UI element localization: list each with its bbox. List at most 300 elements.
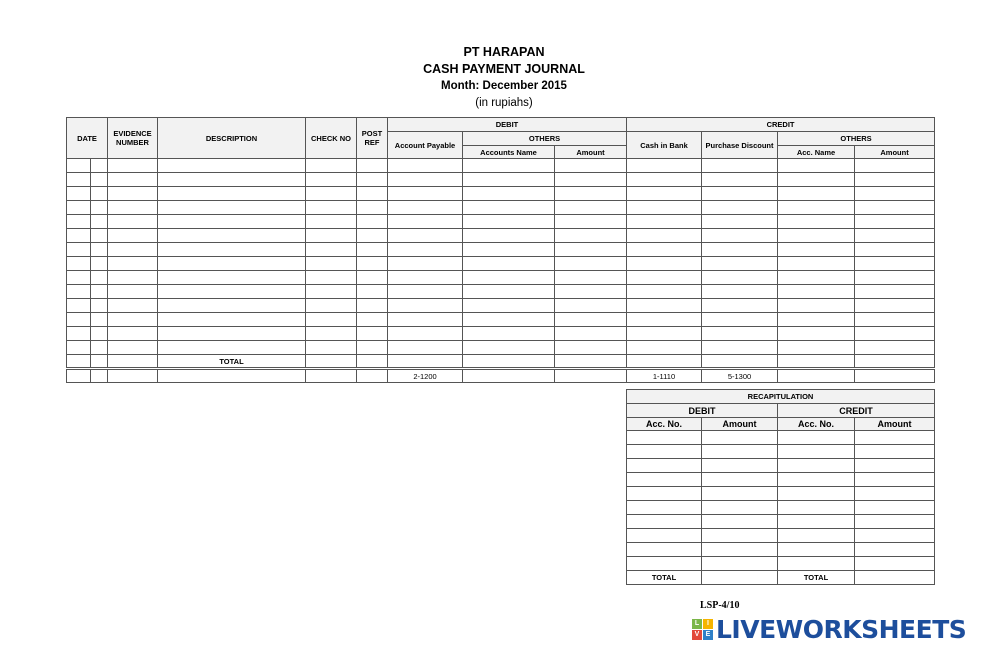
entry-account-payable[interactable] <box>388 285 463 299</box>
total-purchase-discount[interactable] <box>702 355 778 369</box>
entry-acc-name[interactable] <box>778 299 855 313</box>
journal-entry-row <box>67 257 935 271</box>
recap-debit-acc-no[interactable] <box>627 543 702 557</box>
recap-debit-acc-no[interactable] <box>627 445 702 459</box>
entry-evidence-number[interactable] <box>108 271 158 285</box>
entry-account-payable[interactable] <box>388 271 463 285</box>
ref-account-payable: 2-1200 <box>388 369 463 383</box>
entry-debit-amount[interactable] <box>555 327 627 341</box>
entry-acc-name[interactable] <box>778 313 855 327</box>
entry-acc-name[interactable] <box>778 159 855 173</box>
entry-date-month[interactable] <box>67 173 91 187</box>
recap-credit-amount[interactable] <box>855 473 935 487</box>
purchase-discount-header: Purchase Discount <box>702 132 778 159</box>
entry-account-payable[interactable] <box>388 229 463 243</box>
entry-debit-amount[interactable] <box>555 285 627 299</box>
entry-description[interactable] <box>158 327 306 341</box>
recap-debit-amount[interactable] <box>702 501 778 515</box>
entry-description[interactable] <box>158 201 306 215</box>
description-header: DESCRIPTION <box>158 118 306 159</box>
entry-credit-amount[interactable] <box>855 187 935 201</box>
entry-date-day[interactable] <box>91 159 108 173</box>
entry-accounts-name[interactable] <box>463 159 555 173</box>
recap-debit-acc-no[interactable] <box>627 529 702 543</box>
credit-header: CREDIT <box>627 118 935 132</box>
entry-credit-amount[interactable] <box>855 257 935 271</box>
entry-cash-in-bank[interactable] <box>627 159 702 173</box>
entry-post-ref[interactable] <box>357 327 388 341</box>
recap-debit-acc-no[interactable] <box>627 431 702 445</box>
entry-evidence-number[interactable] <box>108 299 158 313</box>
entry-date-day[interactable] <box>91 215 108 229</box>
account-payable-header: Account Payable <box>388 132 463 159</box>
entry-date-day[interactable] <box>91 243 108 257</box>
entry-accounts-name[interactable] <box>463 201 555 215</box>
entry-debit-amount[interactable] <box>555 341 627 355</box>
recap-debit-amount[interactable] <box>702 473 778 487</box>
ref-cell <box>463 369 555 383</box>
entry-purchase-discount[interactable] <box>702 201 778 215</box>
entry-description[interactable] <box>158 159 306 173</box>
entry-evidence-number[interactable] <box>108 243 158 257</box>
recap-row <box>627 501 935 515</box>
entry-post-ref[interactable] <box>357 299 388 313</box>
entry-date-day[interactable] <box>91 229 108 243</box>
entry-description[interactable] <box>158 299 306 313</box>
logo-letter-l: L <box>692 619 702 629</box>
ref-cell <box>778 369 855 383</box>
entry-purchase-discount[interactable] <box>702 341 778 355</box>
entry-description[interactable] <box>158 173 306 187</box>
entry-purchase-discount[interactable] <box>702 285 778 299</box>
entry-post-ref[interactable] <box>357 313 388 327</box>
entry-check-no[interactable] <box>306 313 357 327</box>
entry-cash-in-bank[interactable] <box>627 271 702 285</box>
logo-grid-icon <box>692 619 713 640</box>
recap-row <box>627 445 935 459</box>
entry-date-month[interactable] <box>67 341 91 355</box>
entry-purchase-discount[interactable] <box>702 313 778 327</box>
total-cash-in-bank[interactable] <box>627 355 702 369</box>
journal-entry-row <box>67 299 935 313</box>
entry-purchase-discount[interactable] <box>702 299 778 313</box>
entry-credit-amount[interactable] <box>855 173 935 187</box>
entry-date-day[interactable] <box>91 271 108 285</box>
entry-evidence-number[interactable] <box>108 187 158 201</box>
total-account-payable[interactable] <box>388 355 463 369</box>
journal-entry-row <box>67 243 935 257</box>
entry-cash-in-bank[interactable] <box>627 257 702 271</box>
entry-cash-in-bank[interactable] <box>627 285 702 299</box>
recap-credit-acc-no[interactable] <box>778 529 855 543</box>
entry-post-ref[interactable] <box>357 159 388 173</box>
entry-account-payable[interactable] <box>388 173 463 187</box>
entry-date-day[interactable] <box>91 257 108 271</box>
entry-post-ref[interactable] <box>357 201 388 215</box>
entry-debit-amount[interactable] <box>555 159 627 173</box>
entry-acc-name[interactable] <box>778 215 855 229</box>
recap-credit-amount[interactable] <box>855 557 935 571</box>
entry-post-ref[interactable] <box>357 257 388 271</box>
journal-entry-row <box>67 327 935 341</box>
entry-purchase-discount[interactable] <box>702 257 778 271</box>
entry-credit-amount[interactable] <box>855 285 935 299</box>
entry-account-payable[interactable] <box>388 201 463 215</box>
entry-debit-amount[interactable] <box>555 229 627 243</box>
entry-account-payable[interactable] <box>388 327 463 341</box>
recap-row <box>627 431 935 445</box>
entry-acc-name[interactable] <box>778 201 855 215</box>
recap-credit-acc-no[interactable] <box>778 557 855 571</box>
entry-credit-amount[interactable] <box>855 299 935 313</box>
recap-debit-acc-no-header: Acc. No. <box>627 418 702 431</box>
entry-account-payable[interactable] <box>388 215 463 229</box>
entry-acc-name[interactable] <box>778 257 855 271</box>
entry-description[interactable] <box>158 285 306 299</box>
journal-entry-row <box>67 341 935 355</box>
recap-credit-total-amount[interactable] <box>855 571 935 585</box>
entry-post-ref[interactable] <box>357 243 388 257</box>
recap-debit-acc-no[interactable] <box>627 557 702 571</box>
journal-entry-row <box>67 187 935 201</box>
recap-credit-amount[interactable] <box>855 459 935 473</box>
entry-accounts-name[interactable] <box>463 285 555 299</box>
recap-debit-header: DEBIT <box>627 404 778 418</box>
ref-cell <box>91 369 108 383</box>
entry-description[interactable] <box>158 257 306 271</box>
entry-cash-in-bank[interactable] <box>627 327 702 341</box>
entry-date-month[interactable] <box>67 257 91 271</box>
recap-credit-acc-no[interactable] <box>778 431 855 445</box>
entry-date-month[interactable] <box>67 201 91 215</box>
cash-in-bank-header: Cash in Bank <box>627 132 702 159</box>
entry-description[interactable] <box>158 187 306 201</box>
entry-check-no[interactable] <box>306 299 357 313</box>
entry-debit-amount[interactable] <box>555 313 627 327</box>
recap-credit-amount[interactable] <box>855 445 935 459</box>
ref-cash-in-bank: 1-1110 <box>627 369 702 383</box>
total-cell <box>67 355 91 369</box>
entry-check-no[interactable] <box>306 187 357 201</box>
entry-account-payable[interactable] <box>388 313 463 327</box>
entry-evidence-number[interactable] <box>108 215 158 229</box>
entry-acc-name[interactable] <box>778 285 855 299</box>
entry-date-month[interactable] <box>67 229 91 243</box>
entry-acc-name[interactable] <box>778 243 855 257</box>
entry-date-month[interactable] <box>67 313 91 327</box>
entry-evidence-number[interactable] <box>108 173 158 187</box>
credit-amount-header: Amount <box>855 146 935 159</box>
recap-row <box>627 543 935 557</box>
total-debit-amount[interactable] <box>555 355 627 369</box>
entry-credit-amount[interactable] <box>855 243 935 257</box>
journal-month: Month: December 2015 <box>441 80 567 92</box>
ref-cell <box>108 369 158 383</box>
entry-evidence-number[interactable] <box>108 257 158 271</box>
liveworksheets-logo <box>692 614 966 644</box>
recap-credit-acc-no[interactable] <box>778 445 855 459</box>
entry-description[interactable] <box>158 229 306 243</box>
entry-acc-name[interactable] <box>778 187 855 201</box>
entry-debit-amount[interactable] <box>555 243 627 257</box>
entry-check-no[interactable] <box>306 229 357 243</box>
entry-evidence-number[interactable] <box>108 201 158 215</box>
entry-purchase-discount[interactable] <box>702 229 778 243</box>
entry-date-month[interactable] <box>67 243 91 257</box>
entry-date-day[interactable] <box>91 201 108 215</box>
entry-credit-amount[interactable] <box>855 159 935 173</box>
entry-purchase-discount[interactable] <box>702 243 778 257</box>
recap-credit-amount[interactable] <box>855 501 935 515</box>
currency-note: (in rupiahs) <box>475 97 533 109</box>
entry-evidence-number[interactable] <box>108 159 158 173</box>
entry-evidence-number[interactable] <box>108 285 158 299</box>
recap-debit-amount-header: Amount <box>702 418 778 431</box>
entry-debit-amount[interactable] <box>555 187 627 201</box>
recap-debit-total-amount[interactable] <box>702 571 778 585</box>
entry-check-no[interactable] <box>306 215 357 229</box>
recap-debit-amount[interactable] <box>702 459 778 473</box>
entry-description[interactable] <box>158 243 306 257</box>
entry-accounts-name[interactable] <box>463 257 555 271</box>
recap-credit-acc-no[interactable] <box>778 459 855 473</box>
entry-accounts-name[interactable] <box>463 215 555 229</box>
entry-date-day[interactable] <box>91 313 108 327</box>
ref-cell <box>67 369 91 383</box>
recap-credit-acc-no-header: Acc. No. <box>778 418 855 431</box>
entry-accounts-name[interactable] <box>463 341 555 355</box>
recap-credit-amount[interactable] <box>855 529 935 543</box>
ref-cell <box>158 369 306 383</box>
journal-title: CASH PAYMENT JOURNAL <box>423 62 585 76</box>
entry-acc-name[interactable] <box>778 327 855 341</box>
entry-evidence-number[interactable] <box>108 341 158 355</box>
entry-purchase-discount[interactable] <box>702 327 778 341</box>
entry-credit-amount[interactable] <box>855 201 935 215</box>
entry-credit-amount[interactable] <box>855 341 935 355</box>
entry-check-no[interactable] <box>306 159 357 173</box>
recap-row <box>627 515 935 529</box>
credit-others-header: OTHERS <box>778 132 935 146</box>
evidence-number-header: EVIDENCE NUMBER <box>108 118 158 159</box>
entry-description[interactable] <box>158 313 306 327</box>
entry-check-no[interactable] <box>306 341 357 355</box>
logo-letter-e: E <box>703 630 713 640</box>
journal-entry-row <box>67 313 935 327</box>
recap-credit-amount[interactable] <box>855 487 935 501</box>
entry-account-payable[interactable] <box>388 187 463 201</box>
recap-credit-acc-no[interactable] <box>778 487 855 501</box>
entry-purchase-discount[interactable] <box>702 159 778 173</box>
entry-date-day[interactable] <box>91 173 108 187</box>
recap-row <box>627 487 935 501</box>
entry-credit-amount[interactable] <box>855 229 935 243</box>
total-acc-name[interactable] <box>778 355 855 369</box>
entry-purchase-discount[interactable] <box>702 271 778 285</box>
recap-debit-total-label: TOTAL <box>627 571 702 585</box>
entry-acc-name[interactable] <box>778 229 855 243</box>
entry-post-ref[interactable] <box>357 271 388 285</box>
cash-payment-journal-table <box>66 117 935 383</box>
entry-post-ref[interactable] <box>357 215 388 229</box>
entry-description[interactable] <box>158 341 306 355</box>
entry-description[interactable] <box>158 271 306 285</box>
entry-acc-name[interactable] <box>778 341 855 355</box>
recap-row <box>627 557 935 571</box>
ref-purchase-discount: 5-1300 <box>702 369 778 383</box>
entry-post-ref[interactable] <box>357 229 388 243</box>
entry-credit-amount[interactable] <box>855 327 935 341</box>
recap-debit-acc-no[interactable] <box>627 487 702 501</box>
entry-accounts-name[interactable] <box>463 313 555 327</box>
total-cell <box>306 355 357 369</box>
entry-check-no[interactable] <box>306 327 357 341</box>
entry-date-day[interactable] <box>91 341 108 355</box>
total-cell <box>357 355 388 369</box>
journal-header <box>0 44 999 112</box>
accounts-name-header: Accounts Name <box>463 146 555 159</box>
journal-entry-row <box>67 229 935 243</box>
journal-entry-row <box>67 285 935 299</box>
total-accounts-name[interactable] <box>463 355 555 369</box>
entry-check-no[interactable] <box>306 201 357 215</box>
total-label: TOTAL <box>158 355 306 369</box>
entry-date-month[interactable] <box>67 215 91 229</box>
total-credit-amount[interactable] <box>855 355 935 369</box>
entry-credit-amount[interactable] <box>855 271 935 285</box>
entry-date-month[interactable] <box>67 285 91 299</box>
recap-row <box>627 529 935 543</box>
entry-evidence-number[interactable] <box>108 229 158 243</box>
entry-post-ref[interactable] <box>357 285 388 299</box>
entry-accounts-name[interactable] <box>463 187 555 201</box>
entry-credit-amount[interactable] <box>855 215 935 229</box>
entry-date-day[interactable] <box>91 285 108 299</box>
entry-purchase-discount[interactable] <box>702 173 778 187</box>
entry-check-no[interactable] <box>306 257 357 271</box>
entry-date-day[interactable] <box>91 299 108 313</box>
entry-debit-amount[interactable] <box>555 201 627 215</box>
recap-debit-amount[interactable] <box>702 515 778 529</box>
entry-debit-amount[interactable] <box>555 215 627 229</box>
entry-cash-in-bank[interactable] <box>627 299 702 313</box>
entry-cash-in-bank[interactable] <box>627 215 702 229</box>
entry-cash-in-bank[interactable] <box>627 341 702 355</box>
journal-entry-row <box>67 201 935 215</box>
recap-debit-acc-no[interactable] <box>627 473 702 487</box>
total-cell <box>91 355 108 369</box>
entry-debit-amount[interactable] <box>555 257 627 271</box>
entry-debit-amount[interactable] <box>555 173 627 187</box>
entry-date-day[interactable] <box>91 327 108 341</box>
date-header: DATE <box>67 118 108 159</box>
entry-account-payable[interactable] <box>388 257 463 271</box>
entry-cash-in-bank[interactable] <box>627 243 702 257</box>
ref-cell <box>555 369 627 383</box>
entry-cash-in-bank[interactable] <box>627 313 702 327</box>
entry-acc-name[interactable] <box>778 271 855 285</box>
form-code: LSP-4/10 <box>700 600 740 611</box>
recap-debit-amount[interactable] <box>702 543 778 557</box>
entry-account-payable[interactable] <box>388 341 463 355</box>
entry-accounts-name[interactable] <box>463 229 555 243</box>
recap-credit-acc-no[interactable] <box>778 501 855 515</box>
entry-check-no[interactable] <box>306 243 357 257</box>
entry-accounts-name[interactable] <box>463 327 555 341</box>
entry-account-payable[interactable] <box>388 159 463 173</box>
ref-cell <box>306 369 357 383</box>
entry-date-month[interactable] <box>67 187 91 201</box>
recap-debit-amount[interactable] <box>702 487 778 501</box>
entry-evidence-number[interactable] <box>108 313 158 327</box>
recap-debit-amount[interactable] <box>702 529 778 543</box>
entry-accounts-name[interactable] <box>463 173 555 187</box>
entry-check-no[interactable] <box>306 285 357 299</box>
entry-accounts-name[interactable] <box>463 271 555 285</box>
logo-letter-i: I <box>703 619 713 629</box>
entry-date-day[interactable] <box>91 187 108 201</box>
journal-entry-row <box>67 173 935 187</box>
total-cell <box>108 355 158 369</box>
entry-purchase-discount[interactable] <box>702 215 778 229</box>
entry-account-payable[interactable] <box>388 243 463 257</box>
entry-check-no[interactable] <box>306 173 357 187</box>
entry-account-payable[interactable] <box>388 299 463 313</box>
entry-check-no[interactable] <box>306 271 357 285</box>
recap-credit-amount[interactable] <box>855 431 935 445</box>
entry-credit-amount[interactable] <box>855 313 935 327</box>
recap-debit-amount[interactable] <box>702 431 778 445</box>
recap-credit-total-label: TOTAL <box>778 571 855 585</box>
entry-post-ref[interactable] <box>357 173 388 187</box>
entry-date-month[interactable] <box>67 299 91 313</box>
recap-debit-acc-no[interactable] <box>627 515 702 529</box>
entry-post-ref[interactable] <box>357 341 388 355</box>
entry-description[interactable] <box>158 215 306 229</box>
entry-accounts-name[interactable] <box>463 299 555 313</box>
entry-cash-in-bank[interactable] <box>627 229 702 243</box>
debit-amount-header: Amount <box>555 146 627 159</box>
entry-accounts-name[interactable] <box>463 243 555 257</box>
journal-entry-row <box>67 271 935 285</box>
entry-post-ref[interactable] <box>357 187 388 201</box>
recap-debit-amount[interactable] <box>702 445 778 459</box>
ref-cell <box>855 369 935 383</box>
recap-debit-acc-no[interactable] <box>627 501 702 515</box>
recap-credit-acc-no[interactable] <box>778 473 855 487</box>
recap-credit-amount[interactable] <box>855 543 935 557</box>
recap-debit-acc-no[interactable] <box>627 459 702 473</box>
entry-debit-amount[interactable] <box>555 299 627 313</box>
entry-evidence-number[interactable] <box>108 327 158 341</box>
entry-debit-amount[interactable] <box>555 271 627 285</box>
entry-cash-in-bank[interactable] <box>627 187 702 201</box>
recap-credit-acc-no[interactable] <box>778 543 855 557</box>
entry-cash-in-bank[interactable] <box>627 201 702 215</box>
entry-acc-name[interactable] <box>778 173 855 187</box>
entry-purchase-discount[interactable] <box>702 187 778 201</box>
entry-date-month[interactable] <box>67 271 91 285</box>
post-ref-header: POST REF <box>357 118 388 159</box>
entry-date-month[interactable] <box>67 327 91 341</box>
recap-credit-amount-header: Amount <box>855 418 935 431</box>
recap-debit-amount[interactable] <box>702 557 778 571</box>
entry-date-month[interactable] <box>67 159 91 173</box>
recap-credit-amount[interactable] <box>855 515 935 529</box>
recap-credit-acc-no[interactable] <box>778 515 855 529</box>
logo-letter-v: V <box>692 630 702 640</box>
entry-cash-in-bank[interactable] <box>627 173 702 187</box>
